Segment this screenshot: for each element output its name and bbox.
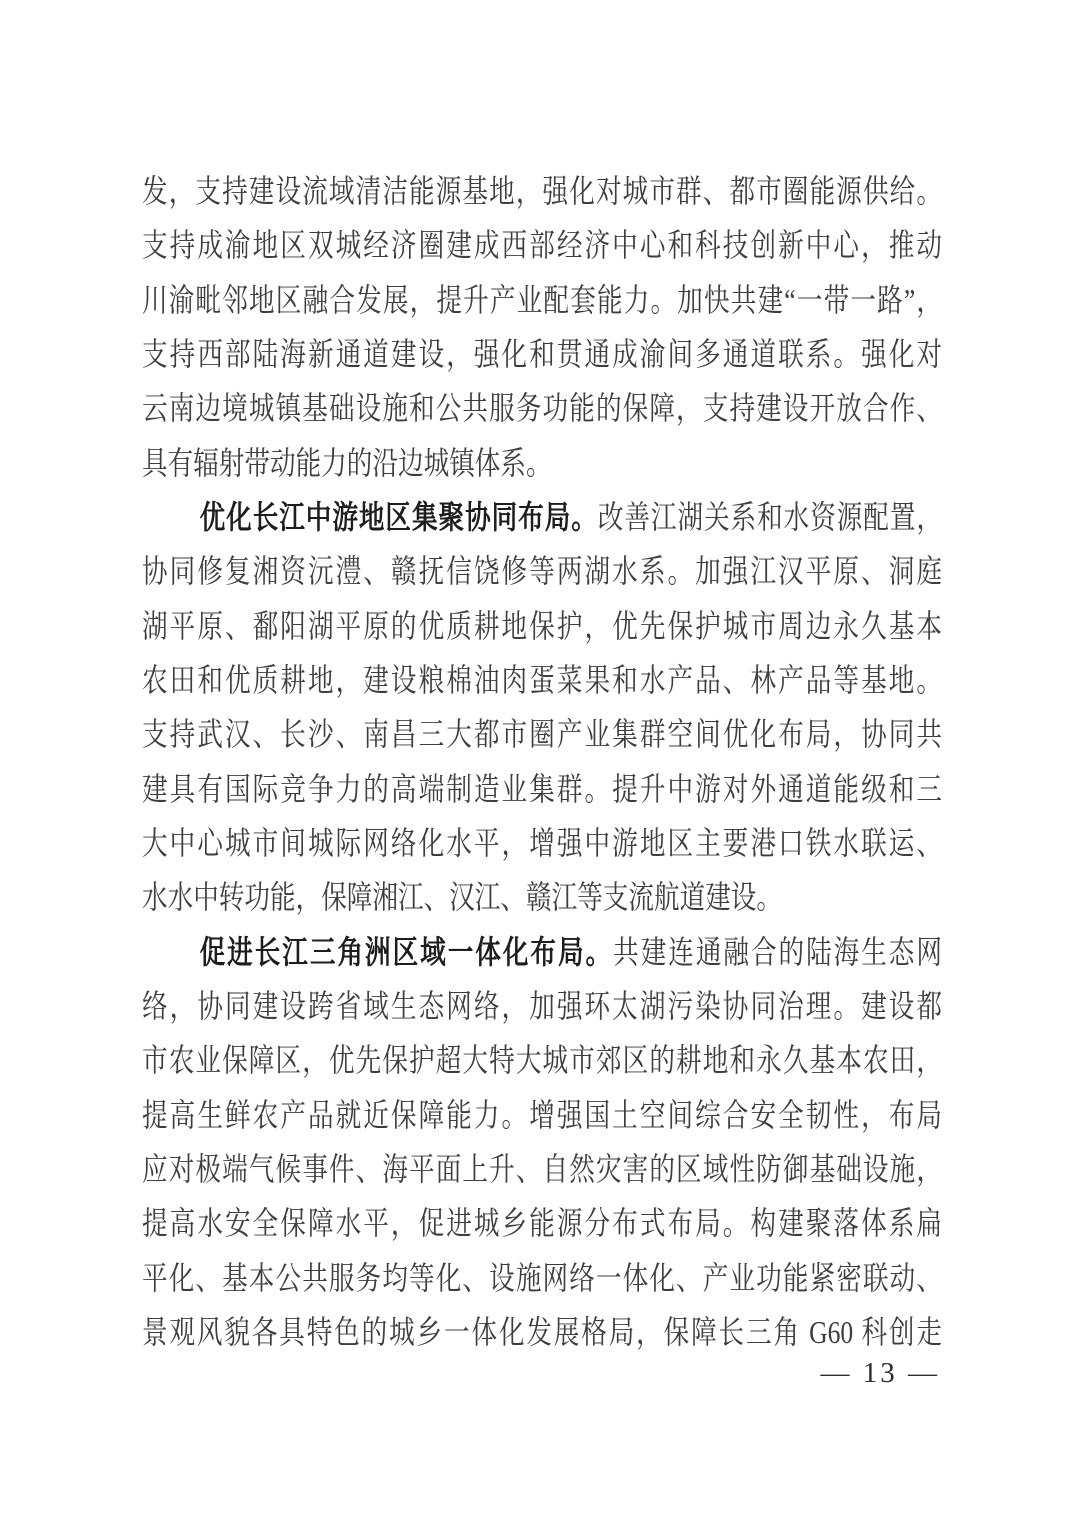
text-line: 云南边境城镇基础设施和公共服务功能的保障，支持建设开放合作、	[142, 390, 942, 427]
text-line: 协同修复湘资沅澧、赣抚信饶修等两湖水系。加强江汉平原、洞庭	[142, 553, 942, 590]
text-line: 景观风貌各具特色的城乡一体化发展格局，保障长三角 G60 科创走	[142, 1313, 942, 1350]
text-line: 大中心城市间城际网络化水平，增强中游地区主要港口铁水联运、	[142, 824, 942, 861]
text-line: 提高水安全保障水平，促进城乡能源分布式布局。构建聚落体系扁	[142, 1205, 942, 1242]
section-heading: 优化长江中游地区集聚协同布局。	[199, 498, 598, 535]
text-line: 水水中转功能，保障湘江、汉江、赣江等支流航道建设。	[142, 879, 783, 916]
text-line: 平化、基本公共服务均等化、设施网络一体化、产业功能紧密联动、	[142, 1259, 942, 1296]
text-line: 川渝毗邻地区融合发展，提升产业配套能力。加快共建“一带一路”，	[142, 281, 942, 318]
text-line: 市农业保障区，优先保护超大特大城市郊区的耕地和永久基本农田，	[142, 1042, 942, 1079]
text-line: 支持西部陆海新通道建设，强化和贯通成渝间多通道联系。强化对	[142, 335, 942, 372]
body-text: 改善江湖关系和水资源配置，	[597, 498, 942, 535]
text-line: 发，支持建设流域清洁能源基地，强化对城市群、都市圈能源供给。	[142, 173, 942, 209]
text-line: 提高生鲜农产品就近保障能力。增强国土空间综合安全韧性，布局	[142, 1096, 942, 1133]
text-line: 支持武汉、长沙、南昌三大都市圈产业集群空间优化布局，协同共	[142, 716, 942, 753]
text-line	[142, 490, 942, 544]
text-line: 农田和优质耕地，建设粮棉油肉蛋菜果和水产品、林产品等基地。	[142, 661, 942, 698]
page-number: — 13 —	[820, 1357, 940, 1389]
text-line: 支持成渝地区双城经济圈建成西部经济中心和科技创新中心，推动	[142, 227, 942, 264]
text-line: 具有辐射带动能力的沿边城镇体系。	[142, 444, 552, 481]
text-line: 湖平原、鄱阳湖平原的优质耕地保护，优先保护城市周边永久基本	[142, 607, 942, 644]
body-text: 共建连通融合的陆海生态网	[613, 933, 942, 970]
text-line: 应对极端气候事件、海平面上升、自然灾害的区域性防御基础设施，	[142, 1150, 942, 1187]
text-line: 络，协同建设跨省域生态网络，加强环太湖污染协同治理。建设都	[142, 987, 942, 1024]
text-line	[142, 925, 942, 979]
section-heading: 促进长江三角洲区域一体化布局。	[199, 933, 614, 970]
text-line: 建具有国际竞争力的高端制造业集群。提升中游对外通道能级和三	[142, 770, 942, 807]
text-block	[142, 164, 942, 1359]
